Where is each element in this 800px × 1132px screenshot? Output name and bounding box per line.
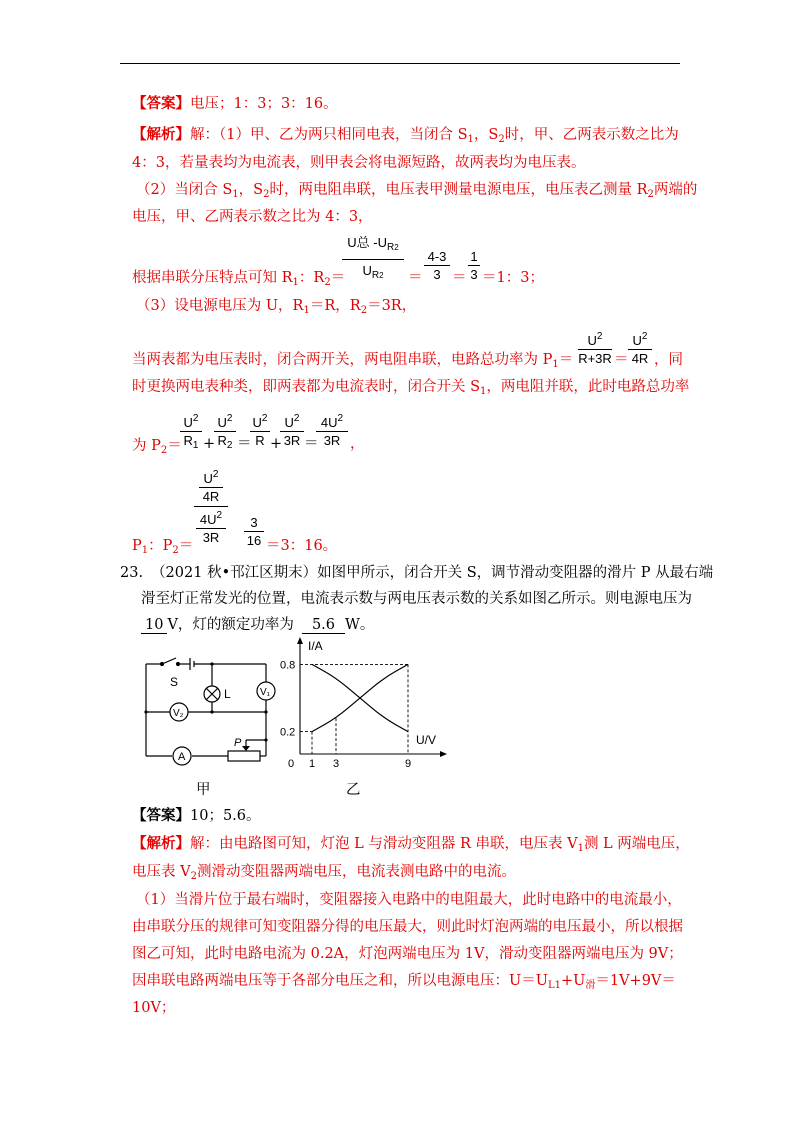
sup: 2 xyxy=(293,413,300,424)
answer-label: 【答案】 xyxy=(132,807,190,824)
text: ，S xyxy=(473,127,499,143)
sub: 2 xyxy=(190,871,197,882)
text: 时，甲、乙两表示数之比为 xyxy=(504,127,679,143)
question-23-line-2: 滑至灯正常发光的位置，电流表示数与两电压表示数的关系如图乙所示。则电源电压为 xyxy=(141,591,692,607)
iu-graph xyxy=(280,636,450,772)
analysis2-line-2 xyxy=(132,862,516,887)
text: +U xyxy=(560,973,586,989)
sub: 1 xyxy=(141,545,149,556)
fraction-3-16 xyxy=(244,514,264,549)
analysis2-line-7: 10V； xyxy=(132,1000,176,1016)
answer-text: 电压；1：3；3：16。 xyxy=(190,96,338,112)
num: 3 xyxy=(250,515,258,530)
sup: 2 xyxy=(337,413,344,424)
power1-line-2 xyxy=(132,377,689,402)
sub: 2 xyxy=(379,271,384,280)
sub: 2 xyxy=(160,445,168,456)
num: U xyxy=(284,415,294,430)
sup: 2 xyxy=(261,413,268,424)
series-1-line xyxy=(312,664,408,731)
den: U xyxy=(362,263,372,278)
y-axis-arrow xyxy=(297,637,303,644)
rheostat xyxy=(228,751,260,761)
sub: 2 xyxy=(324,277,331,288)
sub: 滑 xyxy=(585,980,596,991)
text: 根据串联分压特点可知 R xyxy=(132,270,293,286)
den: 3R xyxy=(202,530,220,545)
sub: 1 xyxy=(303,305,310,316)
text: 当两表都为电压表时，闭合两开关，两电阻串联，电路总功率为 P xyxy=(132,352,553,368)
den: R xyxy=(183,433,193,448)
answer-line-1 xyxy=(132,94,338,114)
analysis-line-6 xyxy=(136,296,416,321)
sub: 2 xyxy=(498,134,505,145)
slider-label: P xyxy=(234,737,242,749)
text: ＝3：16。 xyxy=(266,538,338,554)
plus: + xyxy=(270,436,283,452)
analysis-label: 【解析】 xyxy=(132,835,190,852)
text: 两端的 xyxy=(653,182,698,198)
x-tick-label: 3 xyxy=(333,758,340,770)
sub: L1 xyxy=(547,980,561,991)
den: R xyxy=(255,433,265,448)
circuit-caption: 甲 xyxy=(196,782,211,798)
power1-line xyxy=(132,350,573,375)
fraction-u-ratio xyxy=(342,232,404,287)
den: R xyxy=(217,433,227,448)
den: 4R xyxy=(631,351,649,366)
num: U xyxy=(203,471,213,486)
fraction-u2-3r xyxy=(280,410,304,449)
eq: ＝ xyxy=(614,352,629,368)
sub: 1 xyxy=(552,359,559,370)
text: 解：由电路图可知，灯泡 L 与滑动变阻器 R 串联，电压表 V xyxy=(190,836,578,852)
analysis-line-4: 电压，甲、乙两表示数之比为 4：3， xyxy=(132,209,373,225)
text: （3）设电源电压为 U，R xyxy=(136,298,304,314)
analysis2-line-4: 由串联分压的规律可知变阻器分得的电压最大，则此时灯泡两端的电压最小，所以根据 xyxy=(132,919,683,935)
analysis-label: 【解析】 xyxy=(132,126,190,143)
num: 1 xyxy=(470,249,478,264)
fraction-u2-r1 xyxy=(180,410,202,454)
y-tick-label: 0.2 xyxy=(280,726,296,739)
graph-caption: 乙 xyxy=(346,782,361,798)
switch-label: S xyxy=(170,675,179,689)
fraction-u2-r3r xyxy=(578,328,612,367)
ammeter-label: A xyxy=(178,751,186,763)
text: ＝R，R xyxy=(309,298,361,314)
sub: R xyxy=(387,242,395,253)
sub: 1 xyxy=(192,440,199,451)
question-23-line-3 xyxy=(141,615,374,635)
num: U xyxy=(217,415,227,430)
den: 3R xyxy=(323,433,341,448)
x-tick-label: 1 xyxy=(309,758,316,770)
num: U xyxy=(632,333,642,348)
den: 4R xyxy=(202,489,220,504)
blank-1: 10 xyxy=(141,617,167,634)
num: U xyxy=(587,333,597,348)
text: ：P xyxy=(148,538,173,554)
text: V，灯的额定功率为 xyxy=(167,617,294,633)
text: ，S xyxy=(238,182,264,198)
power2-line xyxy=(132,436,182,461)
sup: 2 xyxy=(192,413,199,424)
sup: 2 xyxy=(216,510,223,521)
sup: 2 xyxy=(641,331,648,342)
text: W。 xyxy=(345,617,375,633)
text: 测 L 两端电压， xyxy=(583,836,690,852)
analysis2-line-5: 图乙可知，此时电路电流为 0.2A，灯泡两端电压为 1V，滑动变阻器两端电压为 9V； xyxy=(132,946,683,962)
text: ：R xyxy=(298,270,325,286)
text: ＝3R， xyxy=(367,298,417,314)
question-number: 23. xyxy=(120,565,144,581)
fraction-4u2-3r xyxy=(316,410,348,449)
sup: 2 xyxy=(226,413,233,424)
sub: 2 xyxy=(647,189,654,200)
switch xyxy=(162,658,176,664)
text: 为 P xyxy=(132,438,161,454)
ratio-line xyxy=(132,268,345,293)
lamp-label: L xyxy=(224,687,231,701)
sub: 2 xyxy=(226,440,233,451)
text: ＝ xyxy=(178,538,194,554)
analysis2-line-1 xyxy=(132,834,690,859)
text: ，两电阻并联，此时电路总功率 xyxy=(486,379,690,395)
text: ， xyxy=(350,436,365,452)
analysis2-line-3: （1）当滑片位于最右端时，变阻器接入电路中的电阻最大，此时电路中的电流最小， xyxy=(136,892,682,908)
sub: 1 xyxy=(292,277,299,288)
text: （2021 秋•邗江区期末）如图甲所示，闭合开关 S，调节滑动变阻器的滑片 P 从最右端 xyxy=(151,565,714,581)
num: 4U xyxy=(320,415,338,430)
den: 16 xyxy=(246,533,262,548)
v1-label: V₁ xyxy=(260,687,271,698)
x-tick-label: 9 xyxy=(405,758,412,770)
text: （2）当闭合 S xyxy=(136,182,233,198)
text: P xyxy=(132,538,142,554)
sub: R xyxy=(371,270,380,281)
eq: ＝ xyxy=(304,436,319,452)
circuit-diagram xyxy=(136,652,286,802)
ratio-p-line xyxy=(132,536,193,561)
text: 电压表 V xyxy=(132,864,191,880)
text: ＝1：3； xyxy=(482,270,544,286)
x-axis-label: U/V xyxy=(416,733,437,747)
den: 3 xyxy=(433,267,441,282)
sub: 2 xyxy=(360,305,368,316)
sup: 2 xyxy=(596,331,603,342)
sub: 2 xyxy=(394,243,399,252)
text: 因串联电路两端电压等于各部分电压之和，所以电源电压：U＝U xyxy=(132,973,548,989)
text: 时更换两电表种类，即两表都为电流表时，闭合开关 S xyxy=(132,379,481,395)
text: ＝ xyxy=(330,270,346,286)
eq: ＝ xyxy=(237,436,252,452)
v2-label: V₂ xyxy=(173,708,184,719)
fraction-u2-4r xyxy=(628,328,652,367)
sub: 2 xyxy=(263,189,270,200)
answer-text: 10；5.6。 xyxy=(190,808,261,824)
y-tick-label: 0.8 xyxy=(280,659,296,672)
eq: ＝ xyxy=(452,270,467,286)
question-23-line-1 xyxy=(120,563,713,583)
fraction-1-3 xyxy=(468,248,480,283)
y-axis-label: I/A xyxy=(308,639,323,653)
sub: 1 xyxy=(467,134,474,145)
sup: 2 xyxy=(212,469,219,480)
answer-label: 【答案】 xyxy=(132,95,190,112)
answer-line-2 xyxy=(132,806,261,826)
sub: 1 xyxy=(232,189,239,200)
text: ＝ xyxy=(167,438,182,454)
text: ＝ xyxy=(558,352,574,368)
fraction-u2-r2 xyxy=(214,410,236,454)
blank-2: 5.6 xyxy=(302,617,345,634)
den: 3 xyxy=(470,267,478,282)
x-axis-arrow xyxy=(440,751,447,757)
analysis-line-3 xyxy=(136,180,697,205)
num: U总 -U xyxy=(347,235,388,250)
x-tick-label: 0 xyxy=(288,758,295,770)
sub: 1 xyxy=(480,386,487,397)
text: ＝1V+9V＝ xyxy=(595,973,676,989)
analysis-line-2: 4：3，若量表均为电流表，则甲表会将电源短路，故两表均为电压表。 xyxy=(132,155,586,171)
eq: ＝ xyxy=(408,270,423,286)
plus: + xyxy=(203,436,216,452)
num: U xyxy=(252,415,262,430)
text: 测滑动变阻器两端电压，电流表测电路中的电流。 xyxy=(196,864,516,880)
fraction-u2-r xyxy=(250,410,270,449)
num: 4U xyxy=(199,512,217,527)
sub: 2 xyxy=(172,545,179,556)
text: 时，两电阻串联，电压表甲测量电源电压，电压表乙测量 R xyxy=(269,182,648,198)
sub: 1 xyxy=(577,843,584,854)
num: 4-3 xyxy=(427,249,447,264)
text: 解：（1）甲、乙为两只相同电表，当闭合 S xyxy=(190,127,468,143)
text: ，同 xyxy=(654,352,683,368)
fraction-4-3 xyxy=(424,248,450,283)
compound-fraction xyxy=(194,466,228,546)
analysis-line-1 xyxy=(132,125,679,150)
den: 3R xyxy=(283,433,301,448)
header-rule xyxy=(120,63,680,64)
num: U xyxy=(183,415,193,430)
den: R+3R xyxy=(578,351,612,366)
analysis2-line-6 xyxy=(132,971,676,996)
